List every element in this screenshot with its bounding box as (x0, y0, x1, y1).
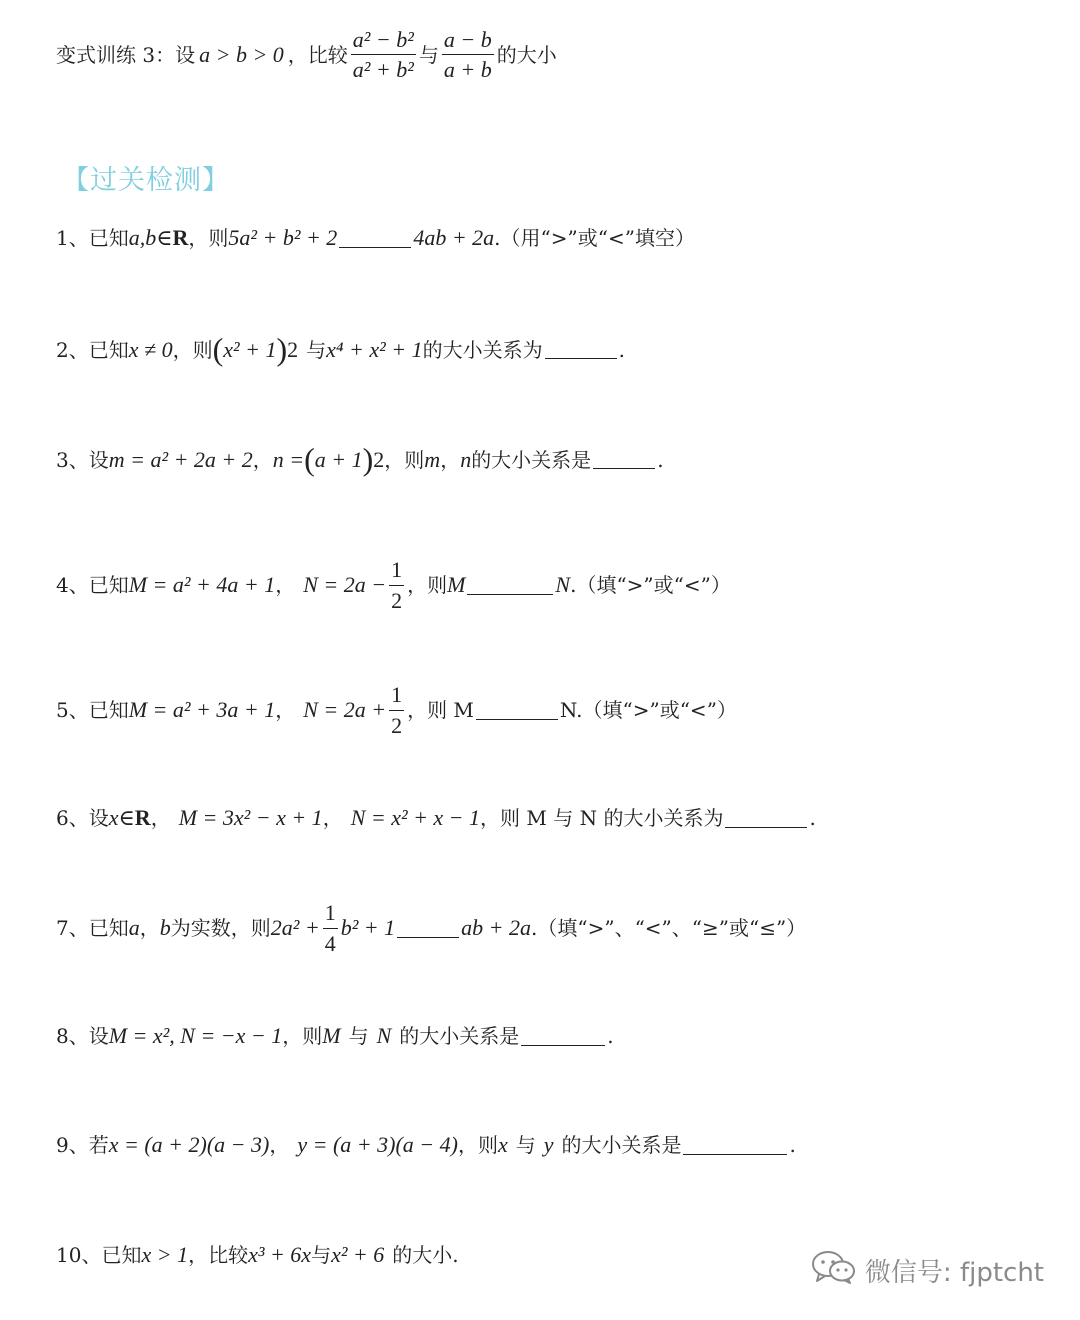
fraction-1 (351, 28, 416, 81)
fraction-half (389, 558, 404, 611)
question-4 (56, 557, 1060, 613)
separator: ， (269, 1133, 290, 1157)
variant-tail-text: 的大小 (496, 42, 557, 67)
variant-exercise (56, 28, 1060, 81)
question-text: 为实数，则 (170, 916, 271, 940)
math-lhs-part2: b² + 1 (340, 915, 396, 940)
math-lhs-part1: 2a² + (270, 915, 320, 940)
question-text: . (607, 1024, 614, 1048)
question-text: 已知 (101, 1243, 142, 1267)
wechat-icon (811, 1250, 865, 1291)
question-5 (56, 682, 1060, 738)
math-inner: a + 1 (314, 446, 363, 472)
right-paren: ) (276, 331, 288, 367)
math-M-expression: M = a² + 4a + 1 (128, 572, 276, 597)
separator: ， (150, 806, 171, 830)
separator: ， (275, 573, 296, 597)
fraction-denominator: 2 (389, 585, 404, 612)
math-M-expression: M = a² + 3a + 1 (128, 697, 276, 722)
question-number: 6、 (56, 806, 89, 830)
question-text: 设 (88, 447, 109, 472)
question-text: . (657, 447, 664, 472)
answer-blank[interactable] (725, 809, 807, 828)
separator: ， (440, 447, 461, 472)
question-text: ，则 (407, 573, 448, 597)
question-number: 1、 (56, 226, 89, 250)
math-x-expression: x = (a + 2)(a − 3) (108, 1132, 270, 1157)
section-title: 【过关检测】 (62, 165, 230, 196)
math-var-m: m (424, 446, 441, 472)
answer-blank[interactable] (683, 1136, 787, 1155)
question-number: 5、 (56, 698, 89, 722)
question-text: N.（填“>”或“<”） (559, 698, 737, 722)
math-lhs: 5a² + b² + 2 (228, 225, 338, 250)
question-number: 2、 (56, 337, 89, 362)
fraction-denominator: 2 (389, 710, 404, 737)
separator: ， (322, 806, 343, 830)
fraction-1-numerator: a² − b² (352, 27, 414, 52)
math-var-N: N (376, 1023, 392, 1048)
question-text: 与 (306, 337, 327, 362)
real-set-symbol: R (172, 225, 189, 250)
question-number: 9、 (56, 1133, 89, 1157)
math-N-lhs: N = 2a + (303, 697, 387, 722)
question-text: ，则 M 与 N 的大小关系为 (480, 806, 724, 830)
math-condition: x > 1 (141, 1242, 189, 1267)
question-text: ，则 (457, 1133, 498, 1157)
question-text: 已知 (88, 916, 129, 940)
question-number: 3、 (56, 447, 89, 472)
answer-blank[interactable] (521, 1027, 605, 1046)
fraction-2-denominator: a + b (442, 54, 494, 81)
question-2: 2、 已知 x ≠ 0 ，则 ( x² + 1 ) 2 与 x⁴ + x² + 1 的大小关系为 . (56, 331, 625, 367)
math-var-a: a (128, 915, 140, 940)
question-text: 与 (515, 1133, 536, 1157)
variant-compare-text: ，比较 (287, 42, 348, 67)
separator: ， (275, 698, 296, 722)
left-paren: ( (212, 331, 224, 367)
question-text: .（用“>”或“<”填空） (494, 226, 695, 250)
question-number: 8、 (56, 1024, 89, 1048)
fraction-numerator: 1 (324, 900, 336, 926)
answer-blank[interactable] (545, 340, 617, 359)
answer-blank[interactable] (339, 229, 411, 248)
question-text: ，比较 (188, 1243, 249, 1267)
right-paren: ) (362, 441, 374, 477)
question-text: ，则 (282, 1024, 323, 1048)
fraction-quarter (323, 901, 338, 954)
separator: ， (252, 447, 273, 472)
question-text: ，则 M (407, 698, 474, 722)
answer-blank[interactable] (467, 576, 553, 595)
math-var-M: M (322, 1023, 341, 1048)
question-text: 与 (311, 1243, 332, 1267)
question-9 (56, 1134, 1060, 1156)
question-text: 的大小关系是 (561, 1133, 682, 1157)
answer-blank[interactable] (593, 450, 655, 469)
question-number: 10、 (56, 1243, 102, 1267)
question-text: ，则 (172, 337, 213, 362)
fraction-denominator: 4 (323, 928, 338, 955)
math-var-N: N (555, 572, 571, 597)
question-3: 3、 设 m = a² + 2a + 2 ， n = ( a + 1 ) 2 ，则 m ， n 的大小关系是 . (56, 441, 664, 477)
separator: ， (139, 916, 160, 940)
math-M-expression: M = 3x² − x + 1 (178, 805, 323, 830)
left-paren: ( (304, 441, 315, 477)
math-condition: x ≠ 0 (128, 336, 173, 362)
math-N-expression: N = x² + x − 1 (350, 805, 481, 830)
variant-with-text: 与 (418, 42, 439, 67)
math-n-lhs: n = (272, 446, 305, 472)
fraction-2-numerator: a − b (443, 27, 492, 52)
math-y-expression: y = (a + 3)(a − 4) (297, 1132, 458, 1157)
math-var-x: x (497, 1132, 508, 1157)
question-text: 已知 (88, 226, 129, 250)
question-text: 已知 (88, 337, 129, 362)
fraction-numerator: 1 (391, 557, 403, 583)
question-text: 的大小关系是 (399, 1024, 520, 1048)
math-expression-2: x² + 6 (331, 1242, 385, 1267)
question-text: 的大小关系是 (471, 447, 592, 472)
question-text: 若 (88, 1133, 109, 1157)
question-text: . (809, 806, 816, 830)
watermark (811, 1250, 1044, 1291)
question-text: 设 (88, 806, 109, 830)
answer-blank[interactable] (397, 919, 459, 938)
question-1 (56, 227, 1060, 249)
math-inner: x² + 1 (223, 336, 277, 362)
math-rhs: ab + 2a (461, 915, 531, 940)
math-var-y: y (543, 1132, 554, 1157)
question-7 (56, 900, 1060, 956)
math-vars: a,b∈ (128, 225, 173, 250)
watermark-text: 微信号: fjptcht (864, 1258, 1044, 1288)
fraction-2 (442, 28, 494, 81)
question-text: .（填“>”或“<”） (570, 573, 731, 597)
math-vars: x∈ (108, 805, 135, 830)
math-m-expression: m = a² + 2a + 2 (108, 446, 253, 472)
question-text: 已知 (88, 698, 129, 722)
fraction-numerator: 1 (391, 682, 403, 708)
question-text: 已知 (88, 573, 129, 597)
math-expression: x⁴ + x² + 1 (326, 336, 423, 362)
real-set-symbol: R (134, 805, 151, 830)
question-number: 4、 (56, 573, 89, 597)
variant-label: 变式训练 3：设 (56, 42, 196, 67)
math-var-b: b (159, 915, 171, 940)
math-N-lhs: N = 2a − (303, 572, 387, 597)
variant-condition: a > b > 0 (199, 41, 284, 67)
question-6 (56, 807, 1060, 829)
question-text: 的大小. (392, 1243, 459, 1267)
question-text: 的大小关系为 (422, 337, 543, 362)
question-number: 7、 (56, 916, 89, 940)
question-text: . (618, 337, 625, 362)
question-text: ，则 (384, 447, 425, 472)
question-8 (56, 1025, 1060, 1047)
question-text: 设 (88, 1024, 109, 1048)
answer-blank[interactable] (476, 701, 558, 720)
question-text: . (789, 1133, 796, 1157)
math-rhs: 4ab + 2a (413, 225, 495, 250)
math-expression-1: x³ + 6x (248, 1242, 312, 1267)
math-var-M: M (447, 572, 466, 597)
fraction-half (389, 683, 404, 736)
question-text: .（填“>”、“<”、“≥”或“≤”） (531, 916, 807, 940)
question-text: ，则 (188, 226, 229, 250)
fraction-1-denominator: a² + b² (351, 54, 416, 81)
math-var-n: n (460, 446, 472, 472)
math-expression: M = x², N = −x − 1 (108, 1023, 283, 1048)
question-10 (56, 1244, 720, 1266)
question-text: 与 (348, 1024, 369, 1048)
